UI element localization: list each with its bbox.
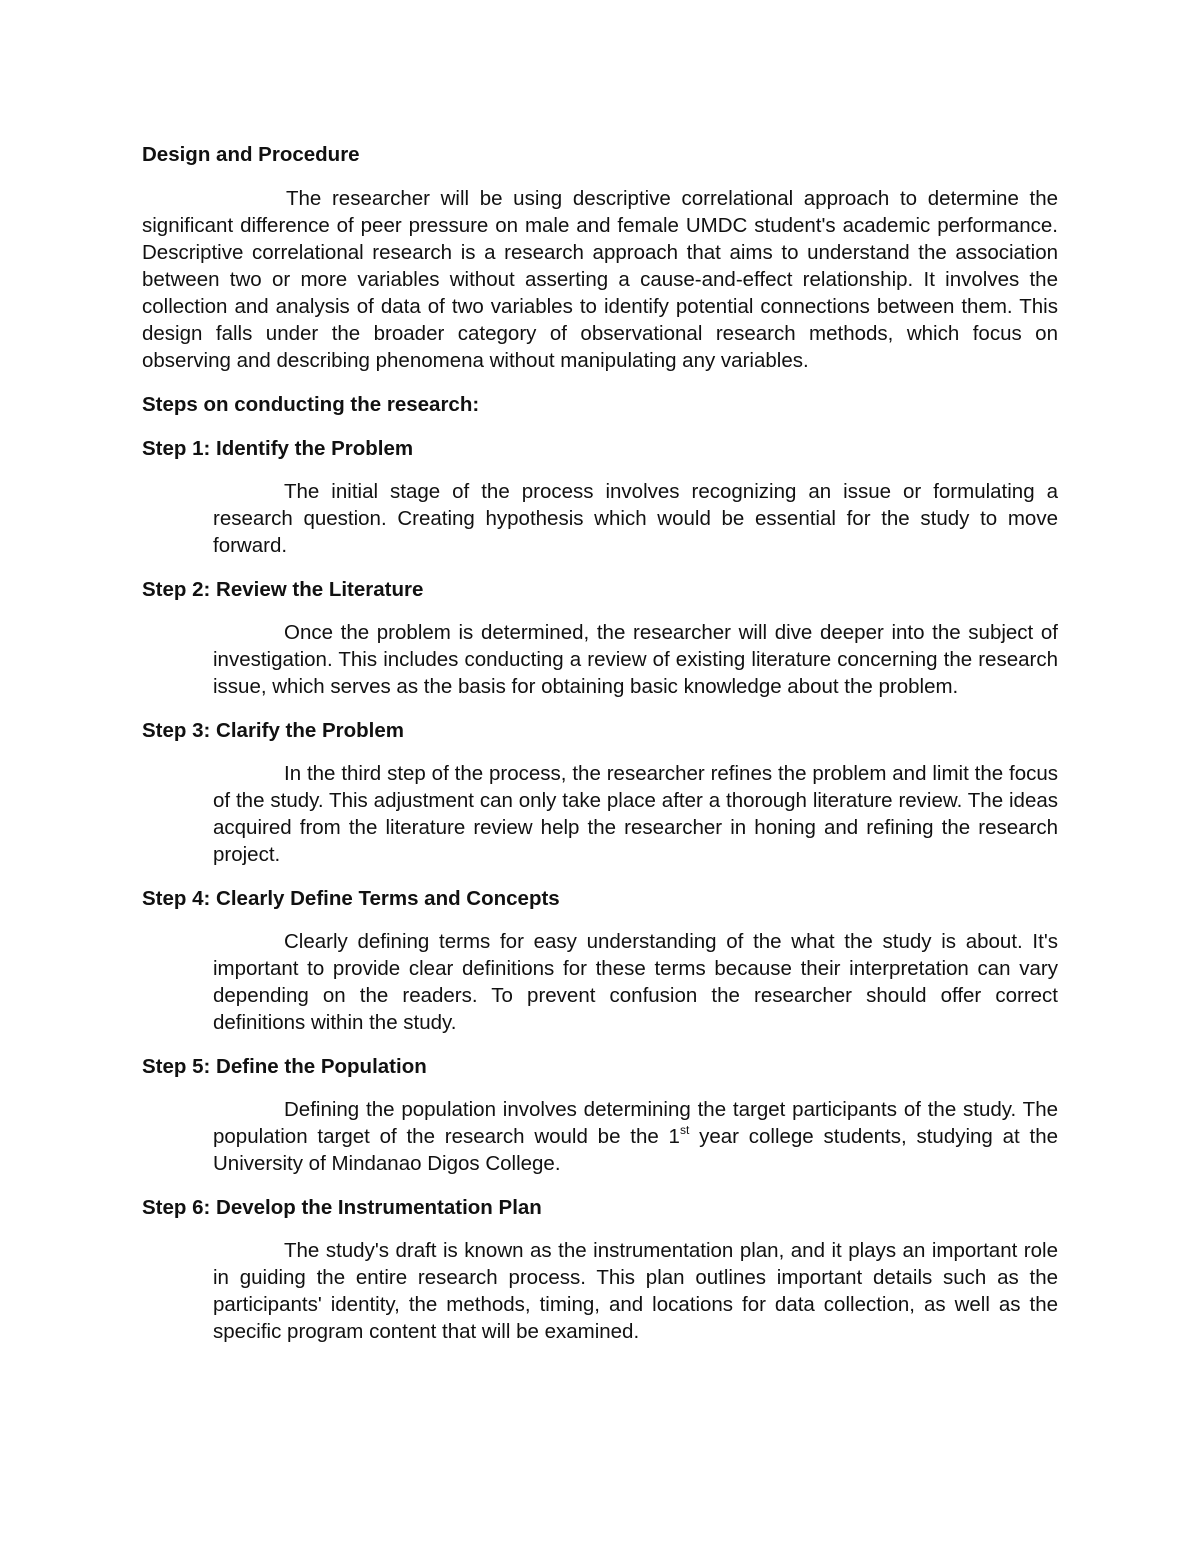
- step-6-body: The study's draft is known as the instrumentation plan, and it plays an important role in guiding the entire research process. This plan outlines important details such as the participants' identity, the methods, timing, and locations for data collection, as well as the specific program content that will be examined.: [213, 1239, 1058, 1343]
- step-6-heading: Step 6: Develop the Instrumentation Plan: [142, 1196, 542, 1219]
- step-3-body: In the third step of the process, the researcher refines the problem and limit the focus of the study. This adjustment can only take place after a thorough literature review. The ideas acquired from the literature review help the researcher in honing and refining the research project.: [213, 762, 1058, 866]
- step-5-body-text-end: year college students, studying at the University of Mindanao Digos College.: [213, 1125, 1059, 1175]
- step-2-heading: Step 2: Review the Literature: [142, 578, 424, 601]
- step-5-body-text: Defining the population involves determining the target participants of the study. The population target of the research would be the 1: [213, 1098, 1058, 1148]
- ordinal-superscript: st: [679, 1123, 690, 1137]
- step-1-heading: Step 1: Identify the Problem: [142, 437, 414, 460]
- intro-paragraph: The researcher will be using descriptive correlational approach to determine the significant difference of peer pressure on male and female UMDC student's academic performance. Descriptive correlational research is a research approach that aims to understand the association between two or more variables without asserting a cause-and-effect relationship. It involves the collection and analysis of data of two variables to identify potential connections between them. This design falls under the broader category of observational research methods, which focus on observing and describing phenomena without manipulating any variables.: [142, 187, 1058, 372]
- step-4-heading: Step 4: Clearly Define Terms and Concepts: [142, 887, 560, 910]
- step-4-body: Clearly defining terms for easy understanding of the what the study is about. It's important to provide clear definitions for these terms because their interpretation can vary depending on the readers. To prevent confusion the researcher should offer correct definitions within the study.: [213, 930, 1058, 1034]
- step-2-body: Once the problem is determined, the researcher will dive deeper into the subject of investigation. This includes conducting a review of existing literature concerning the research issue, which serves as the basis for obtaining basic knowledge about the problem.: [213, 621, 1058, 698]
- step-5-heading: Step 5: Define the Population: [142, 1055, 427, 1078]
- step-5-body: [213, 1096, 1058, 1177]
- step-3-heading: Step 3: Clarify the Problem: [142, 719, 405, 742]
- document-page: [142, 141, 1058, 1345]
- step-1-body: The initial stage of the process involves recognizing an issue or formulating a research question. Creating hypothesis which would be essential for the study to move forward.: [213, 480, 1058, 557]
- steps-title: Steps on conducting the research:: [142, 393, 480, 416]
- document-title: Design and Procedure: [142, 143, 360, 166]
